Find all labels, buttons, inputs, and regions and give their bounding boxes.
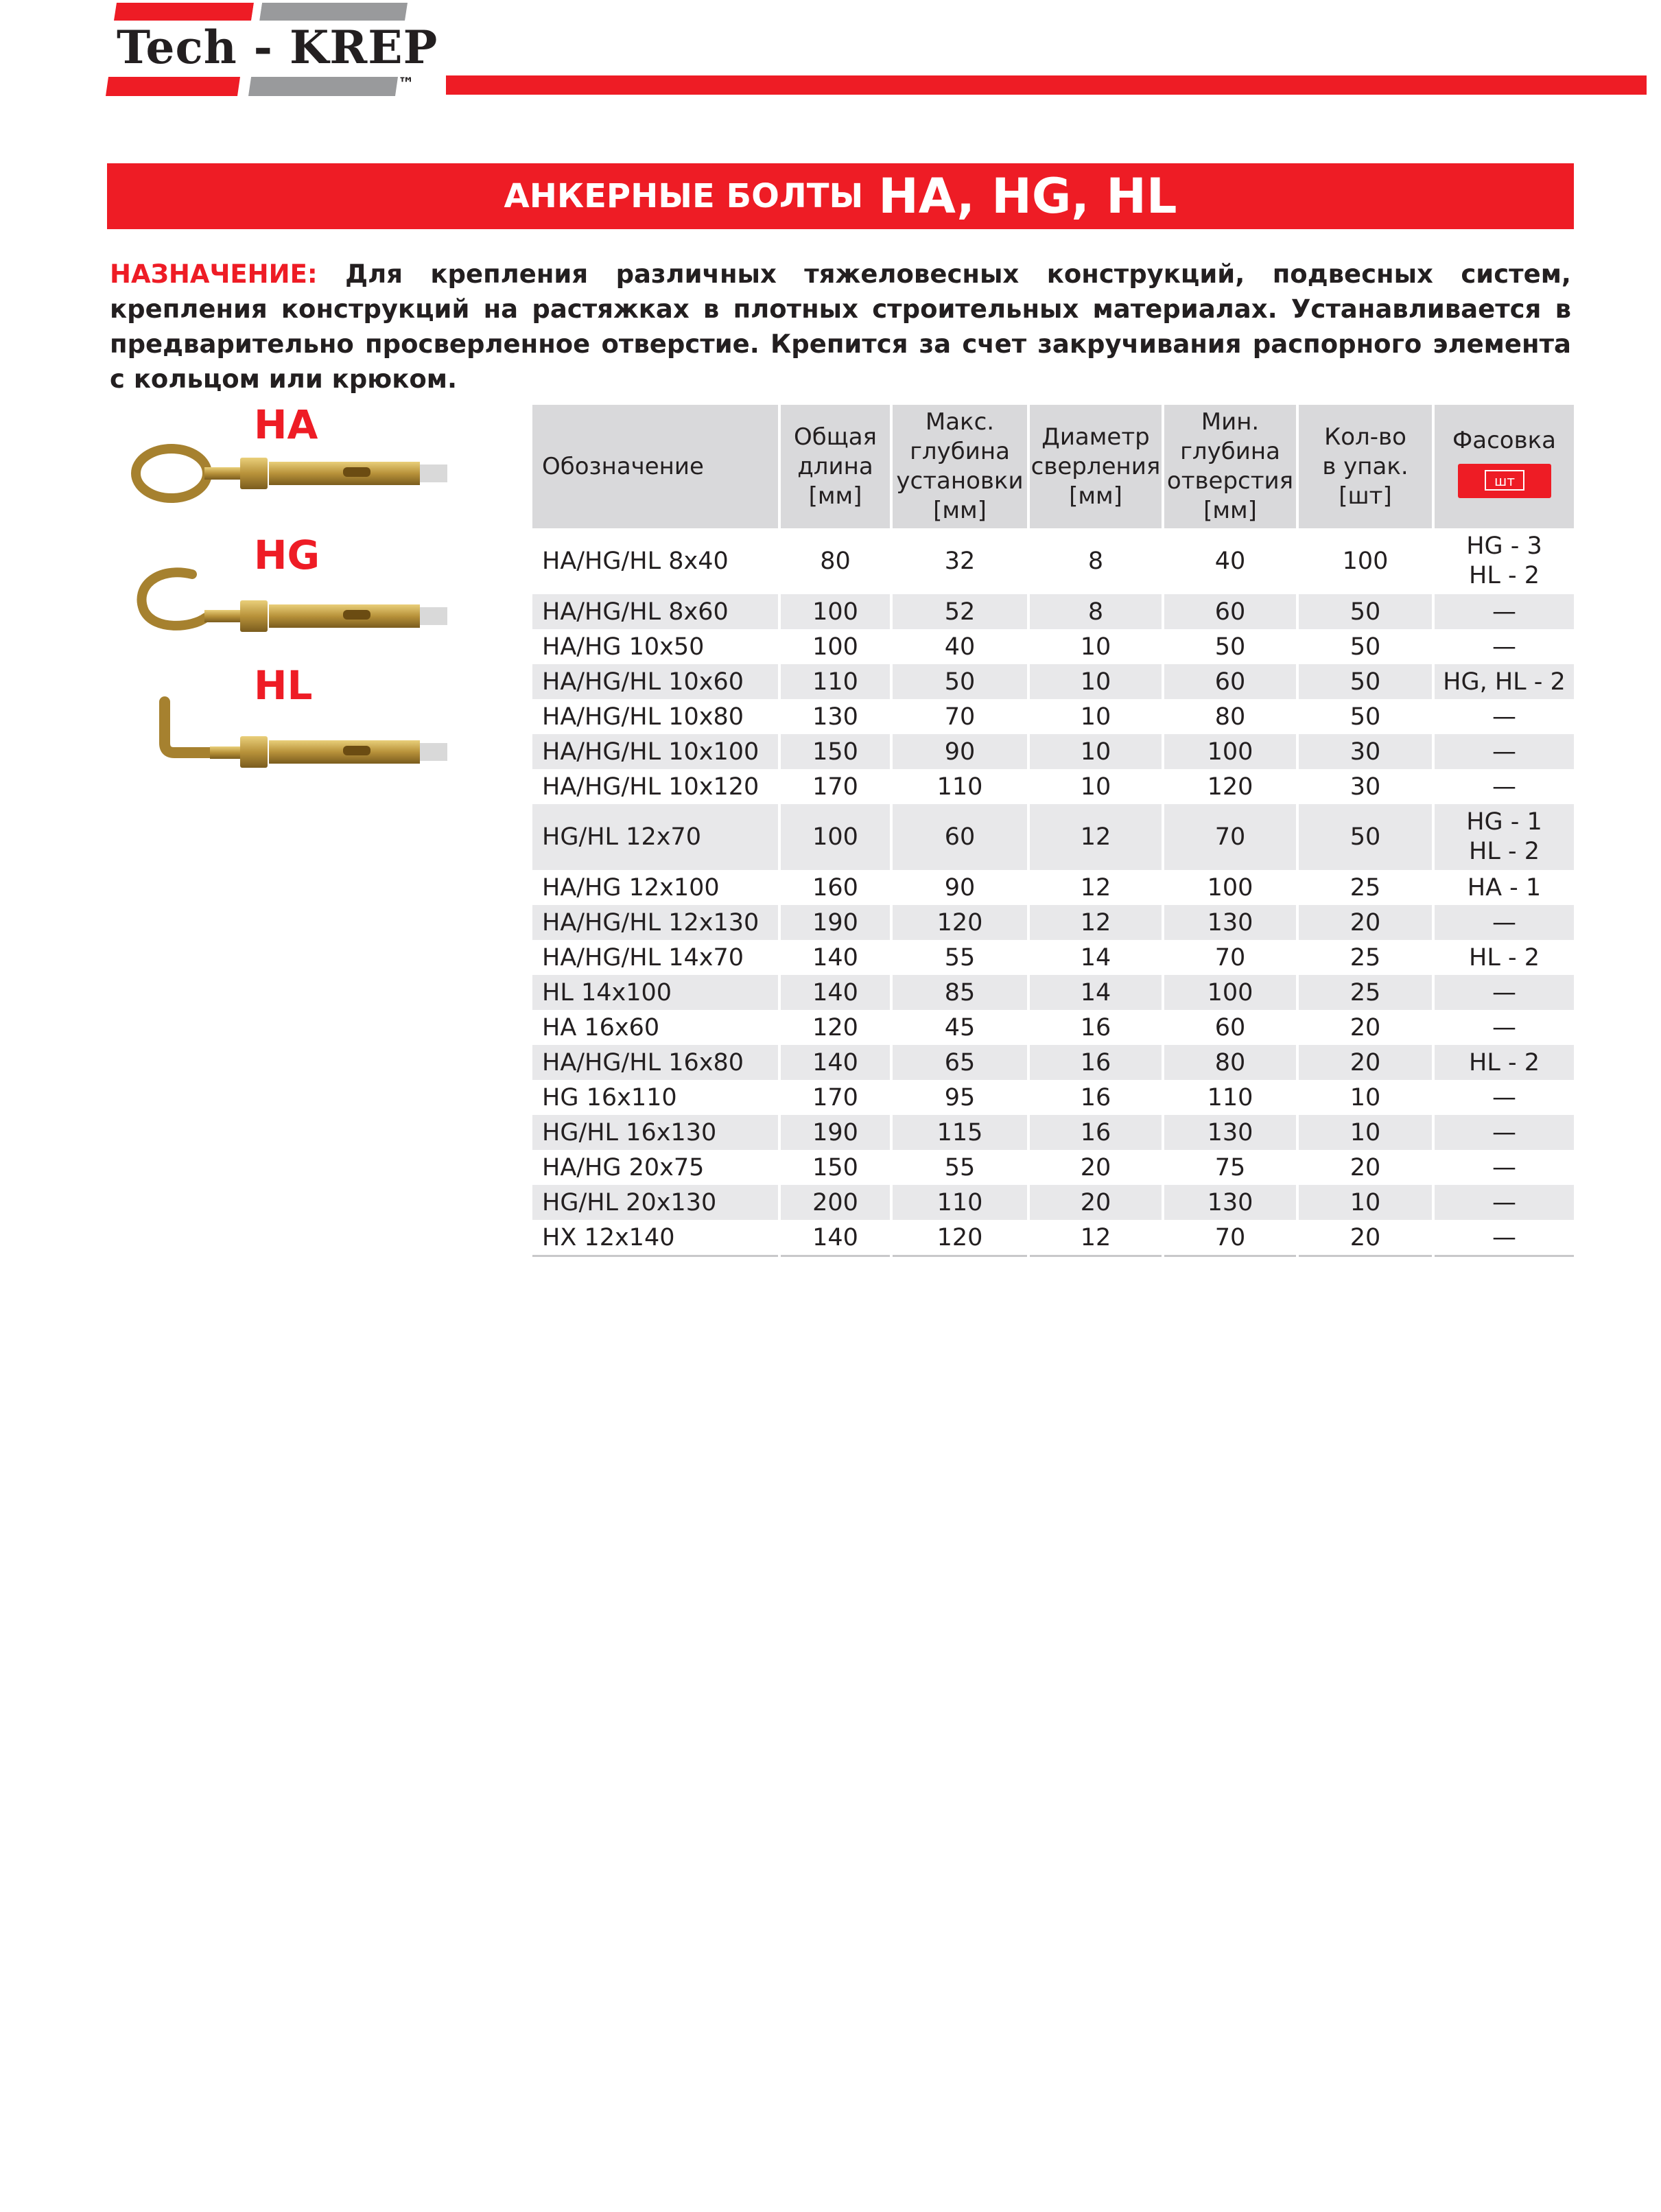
table-row [532,664,1574,699]
table-cell: 10 [1297,1115,1433,1150]
cell-designation: HL 14x100 [532,975,779,1010]
cell-designation: HG/HL 12x70 [532,804,779,870]
table-row [532,975,1574,1010]
table-cell: 150 [779,1150,891,1185]
brand-logo [103,0,446,103]
table-cell: 10 [1297,1185,1433,1220]
table-cell: 70 [891,699,1028,734]
table-cell: 60 [1163,594,1297,629]
table-cell: 110 [891,1185,1028,1220]
table-cell: 170 [779,769,891,804]
table-cell: 10 [1028,699,1163,734]
table-cell: 120 [891,905,1028,940]
table-cell: 140 [779,1220,891,1256]
column-header-1 [779,405,891,528]
column-header-3 [1028,405,1163,528]
cell-designation: HA/HG 10x50 [532,629,779,664]
table-header [532,405,1574,528]
column-header-6 [1433,405,1574,528]
table-cell: 170 [779,1080,891,1115]
table-cell: 25 [1297,940,1433,975]
table-cell: 80 [779,528,891,594]
table-cell: 90 [891,734,1028,769]
column-header-5 [1297,405,1433,528]
table-cell: 20 [1028,1185,1163,1220]
table-row [532,1150,1574,1185]
table-cell: 10 [1028,734,1163,769]
table-row [532,699,1574,734]
cell-designation: HA/HG/HL 8x40 [532,528,779,594]
table-cell: 20 [1028,1150,1163,1185]
table-cell: 45 [891,1010,1028,1045]
table-cell: 12 [1028,870,1163,905]
table-cell: — [1433,1220,1574,1256]
product-code-hl: HL [254,662,313,709]
table-cell: 50 [1163,629,1297,664]
table-cell: 140 [779,975,891,1010]
column-header-label: Общая длина [мм] [793,423,877,510]
table-cell: 12 [1028,804,1163,870]
table-cell: 130 [1163,1185,1297,1220]
table-row [532,734,1574,769]
table-cell: 16 [1028,1115,1163,1150]
table-cell: 120 [1163,769,1297,804]
table-cell: 110 [1163,1080,1297,1115]
table-cell: 16 [1028,1045,1163,1080]
page-title-models: HA, HG, HL [878,168,1177,224]
table-cell: 50 [891,664,1028,699]
purpose-label: НАЗНАЧЕНИЕ: [110,259,318,289]
table-cell: 100 [1163,975,1297,1010]
table-cell: 65 [891,1045,1028,1080]
table-cell: 8 [1028,528,1163,594]
table-cell: — [1433,975,1574,1010]
table-cell: 20 [1297,905,1433,940]
column-header-label: Кол-во в упак. [шт] [1322,423,1409,510]
table-cell: 50 [1297,629,1433,664]
cell-designation: HA/HG/HL 14x70 [532,940,779,975]
table-cell: 32 [891,528,1028,594]
table-cell: 85 [891,975,1028,1010]
eye-bolt-anchor-icon [117,429,487,525]
table-cell: 40 [891,629,1028,664]
table-cell: 12 [1028,1220,1163,1256]
cell-designation: HG/HL 16x130 [532,1115,779,1150]
table-cell: 160 [779,870,891,905]
table-row [532,1115,1574,1150]
hook-bolt-anchor-icon [117,559,487,655]
table-cell: 80 [1163,699,1297,734]
table-cell: 55 [891,940,1028,975]
table-cell: 10 [1028,769,1163,804]
column-header-label: Макс. глубина установки [мм] [896,408,1024,524]
purpose-text: Для крепления различных тяжеловесных конструкций, подвесных систем, крепления конструкций на растяжках в плотных строительных материалах. Устанавливается в предварительно просверленное отверстие. Крепится за счет закручивания распорного элемента с кольцом или крюком. [110,259,1571,394]
table-cell: 50 [1297,594,1433,629]
table-row [532,769,1574,804]
table-cell: 16 [1028,1010,1163,1045]
product-code-ha: HA [254,401,318,448]
table-cell: — [1433,629,1574,664]
cell-designation: HG 16x110 [532,1080,779,1115]
table-cell: — [1433,905,1574,940]
table-cell: — [1433,1150,1574,1185]
table-row [532,905,1574,940]
column-header-label: Фасовка [1452,427,1556,454]
table-cell: 30 [1297,769,1433,804]
table-cell: 20 [1297,1220,1433,1256]
column-header-2 [891,405,1028,528]
table-cell: 70 [1163,804,1297,870]
table-cell: 120 [779,1010,891,1045]
table-cell: 50 [1297,699,1433,734]
table-cell: — [1433,1115,1574,1150]
table-cell: 100 [1163,734,1297,769]
column-header-label: Обозначение [542,452,704,480]
table-cell: 100 [779,594,891,629]
product-hg [117,532,487,655]
table-cell: 140 [779,1045,891,1080]
column-header-0 [532,405,779,528]
table-cell: 20 [1297,1045,1433,1080]
table-cell: 130 [779,699,891,734]
table-cell: HG, HL - 2 [1433,664,1574,699]
table-cell: — [1433,734,1574,769]
product-ha [117,401,487,525]
table-row [532,594,1574,629]
spec-table [532,405,1574,1257]
logo-text: Tech - KREP [117,21,438,74]
table-cell: 140 [779,940,891,975]
table-cell: 150 [779,734,891,769]
table-cell: 55 [891,1150,1028,1185]
cell-designation: HA/HG/HL 12x130 [532,905,779,940]
table-cell: 70 [1163,940,1297,975]
table-cell: 130 [1163,1115,1297,1150]
table-row [532,1010,1574,1045]
table-row [532,804,1574,870]
table-cell: 130 [1163,905,1297,940]
cell-designation: HA/HG/HL 10x100 [532,734,779,769]
cell-designation: HA/HG/HL 8x60 [532,594,779,629]
table-cell: — [1433,1185,1574,1220]
table-cell: 100 [779,629,891,664]
table-cell: 50 [1297,664,1433,699]
table-cell: HA - 1 [1433,870,1574,905]
header-red-line [446,75,1647,95]
cell-designation: HA 16x60 [532,1010,779,1045]
table-cell: 110 [779,664,891,699]
table-cell: 40 [1163,528,1297,594]
column-header-label: Мин. глубина отверстия [мм] [1166,408,1294,524]
table-cell: 25 [1297,975,1433,1010]
table-cell: 95 [891,1080,1028,1115]
table-cell: 100 [779,804,891,870]
table-cell: 60 [1163,664,1297,699]
table-cell: 120 [891,1220,1028,1256]
table-cell: 90 [891,870,1028,905]
table-cell: 80 [1163,1045,1297,1080]
table-cell: 20 [1297,1150,1433,1185]
title-banner [107,163,1574,229]
product-hl [117,662,487,786]
cell-designation: HA/HG/HL 10x60 [532,664,779,699]
table-cell: — [1433,699,1574,734]
table-row [532,1045,1574,1080]
table-row [532,940,1574,975]
table-cell: 12 [1028,905,1163,940]
table-cell: 20 [1297,1010,1433,1045]
table-cell: 10 [1028,629,1163,664]
cell-designation: HG/HL 20x130 [532,1185,779,1220]
cell-designation: HA/HG/HL 10x120 [532,769,779,804]
table-row [532,1080,1574,1115]
purpose-paragraph [110,257,1571,397]
table-cell: 200 [779,1185,891,1220]
page-title-prefix: АНКЕРНЫЕ БОЛТЫ [504,177,864,215]
table-cell: HL - 2 [1433,940,1574,975]
table-cell: 30 [1297,734,1433,769]
table-cell: HL - 2 [1433,1045,1574,1080]
column-header-4 [1163,405,1297,528]
cell-designation: HA/HG/HL 10x80 [532,699,779,734]
table-cell: — [1433,1080,1574,1115]
table-cell: 60 [891,804,1028,870]
column-header-label: Диаметр сверления [мм] [1030,423,1161,510]
table-cell: 110 [891,769,1028,804]
package-icon-label: шт [1494,473,1515,489]
table-cell: 115 [891,1115,1028,1150]
table-cell: 10 [1028,664,1163,699]
package-icon [1457,461,1553,507]
table-cell: 8 [1028,594,1163,629]
table-cell: 60 [1163,1010,1297,1045]
table-row [532,1220,1574,1256]
table-cell: 100 [1163,870,1297,905]
table-cell: 14 [1028,975,1163,1010]
cell-designation: HA/HG/HL 16x80 [532,1045,779,1080]
cell-designation: HA/HG 20x75 [532,1150,779,1185]
product-code-hg: HG [254,532,320,578]
table-cell: 75 [1163,1150,1297,1185]
table-cell: 100 [1297,528,1433,594]
cell-designation: HX 12x140 [532,1220,779,1256]
table-cell: 190 [779,905,891,940]
table-cell: 50 [1297,804,1433,870]
table-cell: 10 [1297,1080,1433,1115]
table-cell: 16 [1028,1080,1163,1115]
l-bolt-anchor-icon [117,690,487,786]
table-row [532,870,1574,905]
cell-designation: HA/HG 12x100 [532,870,779,905]
table-cell: HG - 3 HL - 2 [1433,528,1574,594]
table-row [532,1185,1574,1220]
table-cell: HG - 1 HL - 2 [1433,804,1574,870]
table-cell: — [1433,769,1574,804]
table-row [532,528,1574,594]
table-cell: 190 [779,1115,891,1150]
table-body [532,528,1574,1256]
table-cell: — [1433,594,1574,629]
table-cell: 52 [891,594,1028,629]
table-cell: 25 [1297,870,1433,905]
table-cell: 14 [1028,940,1163,975]
table-cell: — [1433,1010,1574,1045]
logo-trademark: ™ [398,74,414,93]
table-row [532,629,1574,664]
table-cell: 70 [1163,1220,1297,1256]
